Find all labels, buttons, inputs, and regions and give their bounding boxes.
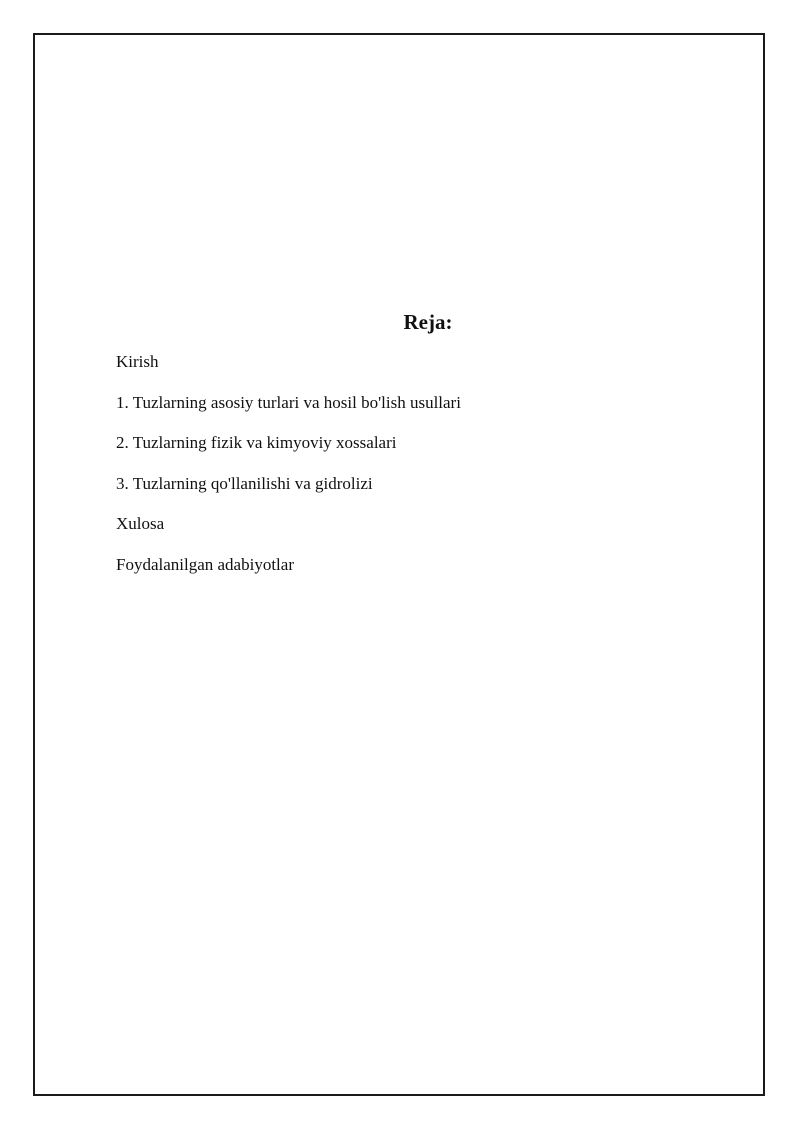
page-title: Reja: — [403, 310, 453, 334]
plan-item-3: 3. Tuzlarning qo'llanilishi va gidrolizi — [116, 473, 373, 493]
plan-item-1: 1. Tuzlarning asosiy turlari va hosil bo'lish usullari — [116, 392, 461, 412]
plan-item-references: Foydalanilgan adabiyotlar — [116, 554, 294, 574]
plan-item-2: 2. Tuzlarning fizik va kimyoviy xossalari — [116, 433, 397, 452]
plan-item-introduction: Kirish — [116, 352, 159, 371]
page-frame — [33, 33, 765, 1096]
plan-item-conclusion: Xulosa — [116, 514, 165, 533]
plan-list — [116, 352, 461, 595]
